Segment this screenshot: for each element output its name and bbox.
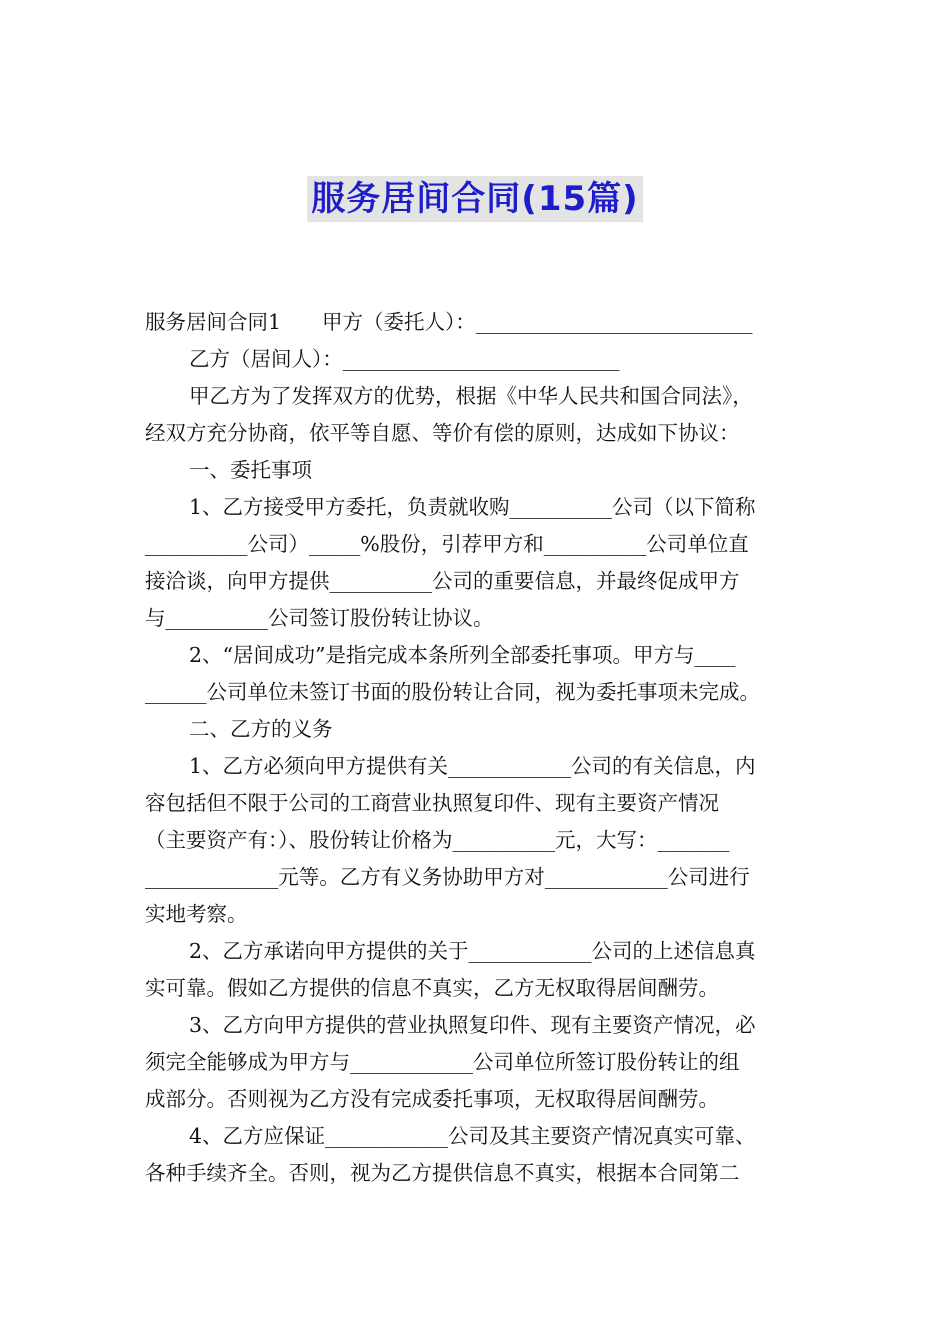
paragraph-line: 与__________公司签订股份转让协议。 xyxy=(145,606,494,630)
paragraph-line: 服务居间合同1 甲方（委托人）：___________________________ xyxy=(145,310,753,334)
title-container xyxy=(0,176,950,222)
paragraph-line: （主要资产有：）、股份转让价格为__________元，大写：_______ xyxy=(145,828,730,852)
document-title: 服务居间合同(15篇) xyxy=(307,176,642,222)
paragraph-line: _____________元等。乙方有义务协助甲方对____________公司进行 xyxy=(145,865,750,889)
paragraph-line: 乙方（居间人）：___________________________ xyxy=(189,347,620,371)
paragraph-line: 甲乙方为了发挥双方的优势，根据《中华人民共和国合同法》， xyxy=(189,384,753,408)
paragraph-line: 3、乙方向甲方提供的营业执照复印件、现有主要资产情况，必 xyxy=(189,1013,756,1037)
paragraph-line: 各种手续齐全。否则，视为乙方提供信息不真实，根据本合同第二 xyxy=(145,1161,740,1185)
paragraph-line: 经双方充分协商，依平等自愿、等价有偿的原则，达成如下协议： xyxy=(145,421,740,445)
paragraph-line: 实可靠。假如乙方提供的信息不真实，乙方无权取得居间酬劳。 xyxy=(145,976,719,1000)
paragraph-line: 1、乙方接受甲方委托，负责就收购__________公司（以下简称 xyxy=(189,495,756,519)
paragraph-line: 须完全能够成为甲方与____________公司单位所签订股份转让的组 xyxy=(145,1050,740,1074)
paragraph-line: 成部分。否则视为乙方没有完成委托事项，无权取得居间酬劳。 xyxy=(145,1087,719,1111)
paragraph-line: __________公司）_____%股份，引荐甲方和__________公司单位直 xyxy=(145,532,749,556)
paragraph-line: 2、“居间成功”是指完成本条所列全部委托事项。甲方与____ xyxy=(189,643,736,667)
section-heading: 二、乙方的义务 xyxy=(189,717,333,741)
document-body xyxy=(145,304,809,1192)
section-heading: 一、委托事项 xyxy=(189,458,312,482)
paragraph-line: 4、乙方应保证____________公司及其主要资产情况真实可靠、 xyxy=(189,1124,756,1148)
paragraph-line: 容包括但不限于公司的工商营业执照复印件、现有主要资产情况 xyxy=(145,791,719,815)
paragraph-line: 1、乙方必须向甲方提供有关____________公司的有关信息，内 xyxy=(189,754,756,778)
paragraph-line: 实地考察。 xyxy=(145,902,248,926)
paragraph-line: ______公司单位未签订书面的股份转让合同，视为委托事项未完成。 xyxy=(145,680,760,704)
paragraph-line: 2、乙方承诺向甲方提供的关于____________公司的上述信息真 xyxy=(189,939,756,963)
paragraph-line: 接洽谈，向甲方提供__________公司的重要信息，并最终促成甲方 xyxy=(145,569,740,593)
